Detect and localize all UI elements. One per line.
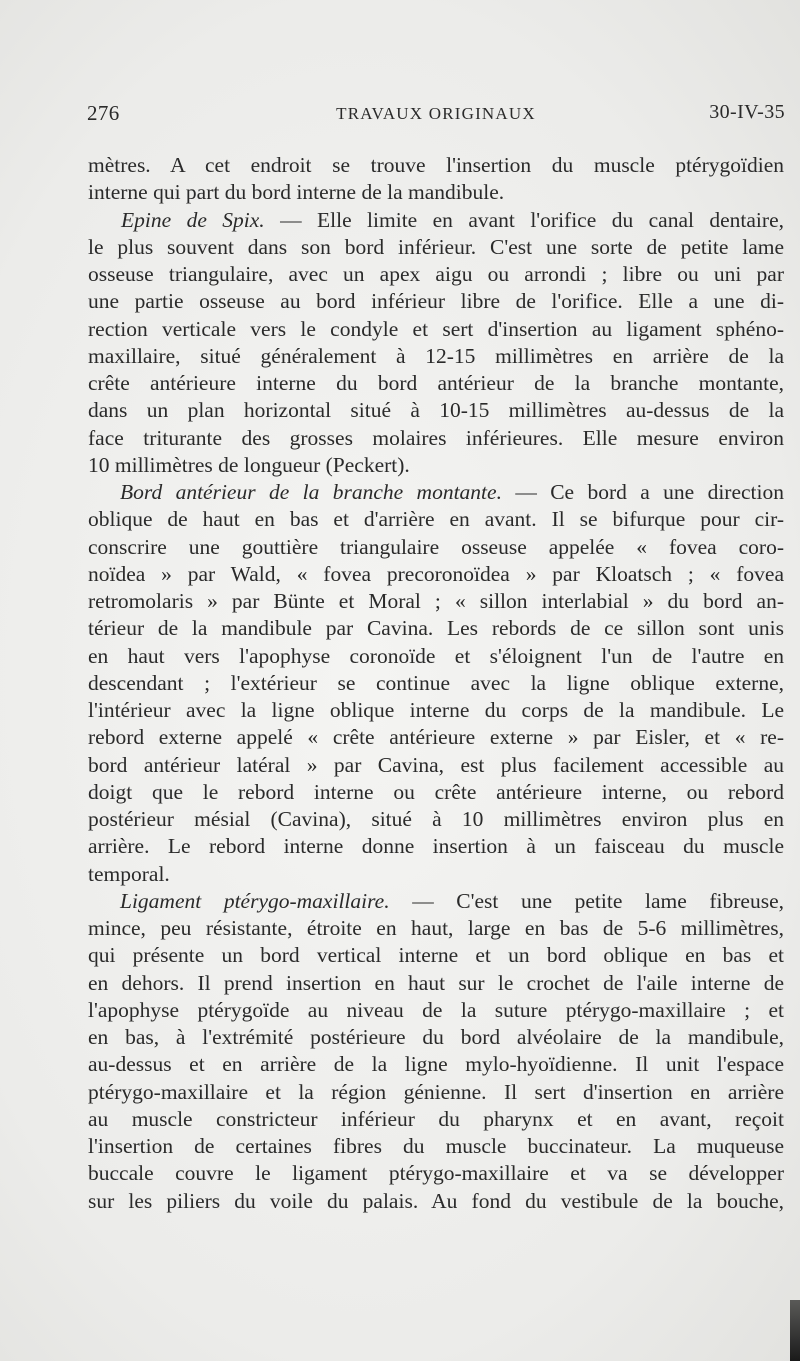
text-line: qui présente un bord vertical interne et un bord oblique en bas et <box>88 943 784 968</box>
text-line: bord antérieur latéral » par Cavina, est plus facilement accessible au <box>88 752 784 777</box>
text-line: buccale couvre le ligament ptérygo-maxillaire et va se développer <box>88 1161 784 1186</box>
text-line: dans un plan horizontal situé à 10-15 millimètres au-dessus de la <box>88 398 784 423</box>
page-number: 276 <box>87 101 120 125</box>
running-title: TRAVAUX ORIGINAUX <box>336 104 536 123</box>
text-line: noïdea » par Wald, « fovea precoronoïdea » par Kloatsch ; « fovea <box>88 561 784 586</box>
body-text <box>88 152 784 1215</box>
text-line: arrière. Le rebord interne donne insertion à un faisceau du muscle <box>88 834 784 859</box>
text-line: postérieur mésial (Cavina), situé à 10 millimètres environ plus en <box>88 807 784 831</box>
text-line: oblique de haut en bas et d'arrière en avant. Il se bifurque pour cir- <box>88 507 784 532</box>
text-line: en dehors. Il prend insertion en haut sur le crochet de l'aile interne de <box>88 970 784 995</box>
text-line: conscrire une gouttière triangulaire osseuse appelée « fovea coro- <box>88 534 784 559</box>
text-line: au muscle constricteur inférieur du pharynx et en avant, reçoit <box>88 1106 784 1131</box>
text-line: 10 millimètres de longueur (Peckert). <box>88 452 410 477</box>
text-line: en haut vers l'apophyse coronoïde et s'éloignent l'un de l'autre en <box>88 643 784 668</box>
text-line: doigt que le rebord interne ou crête antérieure interne, ou rebord <box>88 779 784 804</box>
text-line: en bas, à l'extrémité postérieure du bord alvéolaire de la mandibule, <box>88 1025 784 1049</box>
section-heading-epine-de-spix: Epine de Spix. <box>121 207 265 232</box>
text-line: osseuse triangulaire, avec un apex aigu ou arrondi ; libre ou uni par <box>88 262 784 286</box>
scan-edge-shadow <box>790 1300 800 1361</box>
page-header <box>87 101 785 131</box>
text-line: interne qui part du bord interne de la mandibule. <box>88 180 505 205</box>
text-line: l'apophyse ptérygoïde au niveau de la suture ptérygo-maxillaire ; et <box>88 997 784 1022</box>
header-date: 30-IV-35 <box>709 101 785 123</box>
text-line: sur les piliers du voile du palais. Au fond du vestibule de la bouche, <box>88 1188 784 1213</box>
text-line: descendant ; l'extérieur se continue avec la ligne oblique externe, <box>88 670 784 695</box>
text-line: Bord antérieur de la branche montante. — Ce bord a une direction <box>120 480 784 504</box>
text-line: Epine de Spix. — Elle limite en avant l'orifice du canal dentaire, <box>121 207 784 232</box>
text-line: mince, peu résistante, étroite en haut, large en bas de 5-6 millimètres, <box>88 916 784 940</box>
text-line: le plus souvent dans son bord inférieur. C'est une sorte de petite lame <box>88 234 784 259</box>
text-line: Ligament ptérygo-maxillaire. — C'est une petite lame fibreuse, <box>120 888 784 913</box>
text-line: l'insertion de certaines fibres du muscle buccinateur. La muqueuse <box>88 1134 784 1158</box>
text-line: térieur de la mandibule par Cavina. Les rebords de ce sillon sont unis <box>88 616 784 641</box>
text-line: une partie osseuse au bord inférieur libre de l'orifice. Elle a une di- <box>88 289 784 314</box>
text-line: retromolaris » par Bünte et Moral ; « sillon interlabial » du bord an- <box>88 589 784 613</box>
text-line: mètres. A cet endroit se trouve l'insertion du muscle ptérygoïdien <box>88 153 784 177</box>
section-heading-ligament-pterygo-maxillaire: Ligament ptérygo-maxillaire. <box>120 888 390 913</box>
section-heading-bord-anterieur: Bord antérieur de la branche montante. <box>120 480 502 504</box>
text-line: maxillaire, situé généralement à 12-15 millimètres en arrière de la <box>88 343 784 368</box>
text-line: ptérygo-maxillaire et la région génienne. Il sert d'insertion en arrière <box>88 1079 784 1104</box>
text-line: face triturante des grosses molaires inférieures. Elle mesure environ <box>88 425 784 450</box>
text-line: au-dessus et en arrière de la ligne mylo-hyoïdienne. Il unit l'espace <box>88 1052 784 1077</box>
text-line: l'intérieur avec la ligne oblique interne du corps de la mandibule. Le <box>88 698 784 722</box>
text-line: temporal. <box>88 861 170 886</box>
text-line: rebord externe appelé « crête antérieure externe » par Eisler, et « re- <box>88 725 784 750</box>
text-line: rection verticale vers le condyle et sert d'insertion au ligament sphéno- <box>88 316 784 341</box>
text-line: crête antérieure interne du bord antérieur de la branche montante, <box>88 371 784 395</box>
